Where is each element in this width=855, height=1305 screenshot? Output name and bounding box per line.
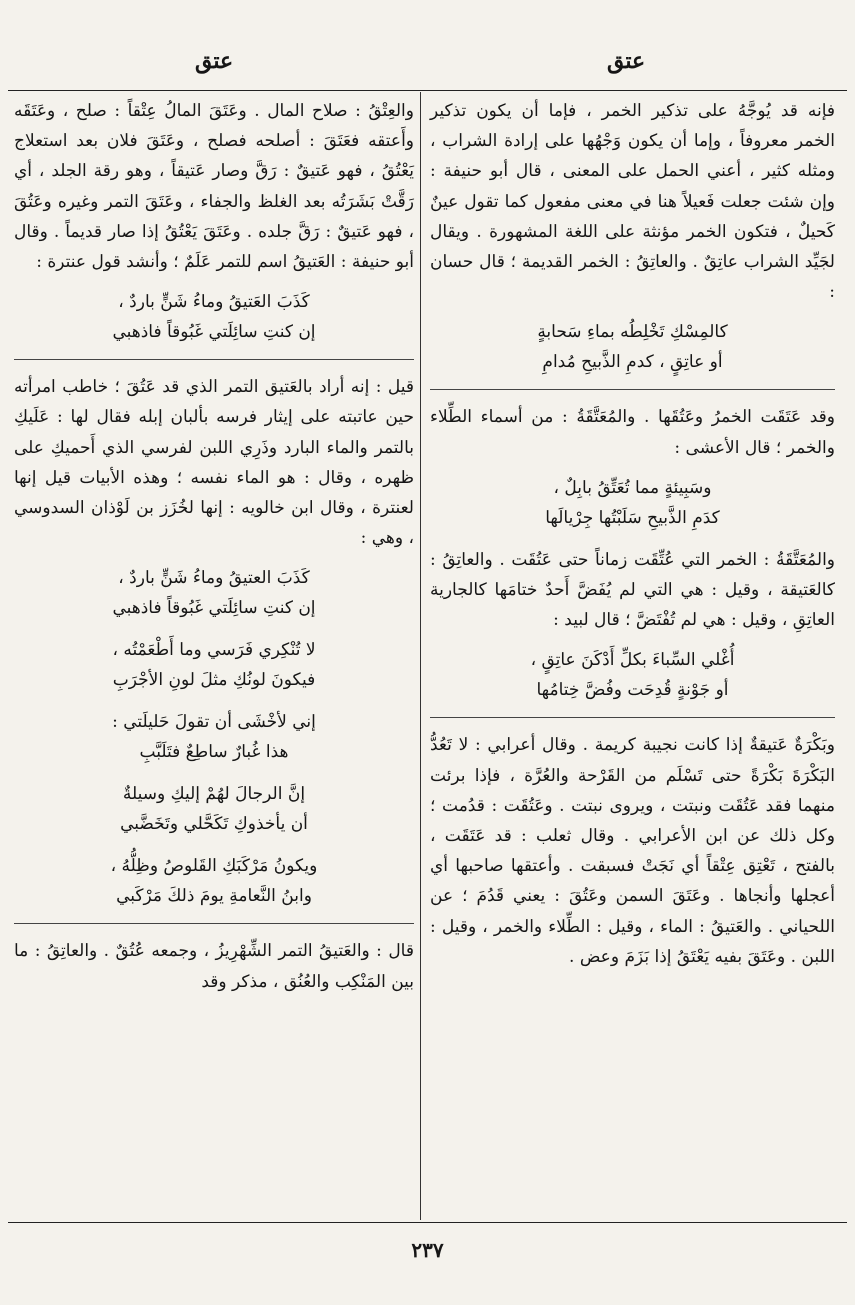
left-verse-6 (14, 851, 414, 911)
page-number: ٢٣٧ (411, 1238, 444, 1262)
footer-rule (8, 1222, 847, 1223)
left-verse-2 (14, 563, 414, 623)
section-separator (430, 717, 835, 718)
verse-line: إن كنتِ سائِلَتي غَبُوقاً فاذهبي (112, 598, 316, 619)
left-verse-4 (14, 707, 414, 767)
verse-line: إني لأخْشَى أن تقولَ حَليلَتي : (112, 712, 316, 733)
verse-line: كَذَبَ العتيقُ وماءُ شَنٍّ باردٌ ، (118, 568, 310, 589)
right-paragraph-3: والمُعَتَّقَةُ : الخمر التي عُتِّقَت زماناً حتى عَتُقَت . والعاتِقُ : كالعَتيقة ، وقيل : هي التي لم يُفَضَّ أَحدٌ ختامَها كالجارية العاتِقِ ، وقيل : هي لم تُفْتَضَّ ؛ قال لبيد : (430, 549, 835, 631)
right-paragraph-1: فإنه قد يُوجَّهُ على تذكير الخمر ، فإما أن يكون تذكير الخمر معروفاً ، وإما أن يكون وَجْهُها على إرادة الشراب ، ومثله كثير ، أعني الحمل على المعنى ، قال أبو حنيفة : وإن شئت جعلت فَعيلاً هنا في معنى مفعول كما تقول عينٌ كَحيلٌ ، فتكون الخمر مؤنثة على اللغة المشهورة . ويقال لجَيِّد الشراب عاتِقٌ . والعاتِقُ : الخمر القديمة ؛ قال حسان : (430, 101, 835, 303)
right-column (430, 96, 835, 972)
verse-line: ويكونُ مَرْكَبَكِ القَلوصُ وظِلُّهُ ، (110, 856, 318, 877)
header-word-left: عتق (195, 48, 234, 74)
right-paragraph-4: وبَكْرَةٌ عَتيقةٌ إذا كانت نجيبة كريمة . وقال أعرابي : لا تَعُدُّ البَكْرَةَ بَكْرَةً حتى تَسْلَم من القَرْحة والعُرَّة ، فإذا برئت منهما فقد عَتُقَت ونبتت ، ويروى نبتت . وعَتُقَت : قدُمت ؛ وكل ذلك عن ابن الأعرابي . وقال ثعلب : قد عَتَقَت ، بالفتح ، تَعْتِق عِتْقاً أي نَجَتْ فسبقت . وأعتقها صاحبها أي أعجلها وأنجاها . وعَتَقَ السمن وعَتُقَ : يعني قَدُمَ ؛ عن اللحياني . والعَتيقُ : الماء ، وقيل : الطِّلاء والخمر ، وقيل : اللبن . وعَتَقَ بفيه يَعْتَقُ إذا بَزَمَ وعض . (430, 735, 835, 967)
verse-line: إن كنتِ سائِلَتي غَبُوقاً فاذهبي (112, 322, 316, 343)
header-word-right: عتق (607, 48, 646, 74)
left-paragraph-1: والعِتْقُ : صلاح المال . وعَتَقَ المالُ عِتْقاً : صلح ، وعَتَقَه وأَعتقه فعَتَقَ : أصلحه فصلح ، وعَتَقَ فلان بعد استعلاج يَعْتُقُ ، فهو عَتيقٌ : رَقَّ وصار عَتيقاً ، وهو رقة الجلد ، أي رَقَّتْ بَشَرَتُه بعد الغلظ والجفاء ، وعَتَقَ التمر وغيره وعَتُقَ ، فهو عَتيقٌ : رَقَّ جلده . وعَتَقَ يَعْتُقُ إذا صار قديماً . وقال أبو حنيفة : العَتيقُ اسم للتمر عَلَمٌ ؛ وأنشد قول عنترة : (14, 101, 414, 273)
verse-line: كدَمِ الذَّبيحِ سَلَبْتُها جِرْيالَها (545, 507, 720, 528)
left-column (14, 96, 414, 997)
section-separator (14, 923, 414, 924)
verse-line: كَذَبَ العَتيقُ وماءُ شَنٍّ باردٌ ، (118, 292, 310, 313)
header-rule (8, 90, 847, 91)
verse-line: أو عاتِقٍ ، كدمِ الذَّبيحِ مُدامِ (542, 352, 723, 373)
verse-line: أُغْلي السِّباءَ بكلِّ أَدْكَنَ عاتِقٍ ، (530, 650, 735, 671)
verse-line: وابنُ النَّعامةِ يومَ ذلكَ مَرْكَبي (116, 886, 312, 907)
column-divider (420, 92, 421, 1220)
verse-line: أو جَوْنةٍ قُدِحَت وفُضَّ خِتامُها (536, 680, 729, 701)
right-verse-2 (430, 473, 835, 533)
section-separator (14, 359, 414, 360)
verse-line: فيكونَ لونُكِ مثلَ لونِ الأجْرَبِ (112, 670, 316, 691)
verse-line: وسَبِيئةٍ مما تُعَتِّقُ بابِلٌ ، (553, 477, 712, 498)
left-verse-1 (14, 287, 414, 347)
left-paragraph-2: قيل : إنه أراد بالعَتيق التمر الذي قد عَتُقَ ؛ خاطب امرأته حين عاتبته على إيثار فرسه بألبان إبله فقال لها : عَلَيكِ بالتمر والماء البارد وذَرِي اللبن لفرسي الذي أَحميكِ على ظهره ، وقال : هو الماء نفسه ؛ وهذه الأبيات قيل إنها لعنترة ، وقال ابن خالويه : إنها لخُزَز بن لَوْذان السدوسي ، وهي : (14, 377, 414, 549)
verse-line: أن يأخذوكِ تَكَحَّلي وتَخَضَّبي (120, 814, 308, 835)
section-separator (430, 389, 835, 390)
verse-line: هذا غُبارٌ ساطِعٌ فتَلَبَّبِ (139, 742, 289, 763)
verse-line: لا تُنْكِري فَرَسي وما أَطْعَمْتُه ، (112, 640, 316, 661)
right-paragraph-2: وقد عَتَقَت الخمرُ وعَتُقَها . والمُعَتَّقَةُ : من أسماء الطِّلاء والخمر ؛ قال الأعشى : (430, 407, 835, 458)
left-verse-5 (14, 779, 414, 839)
verse-line: كالمِسْكِ تَخْلِطُه بماءِ سَحابةٍ (537, 322, 728, 343)
right-verse-3 (430, 645, 835, 705)
verse-line: إنَّ الرجالَ لهُمْ إليكِ وسيلةٌ (122, 784, 306, 805)
left-paragraph-3: قال : والعَتيقُ التمر الشِّهْرِيزُ ، وجمعه عُتُقٌ . والعاتِقُ : ما بين المَنْكِب والعُنُق ، مذكر وقد (14, 941, 414, 992)
left-verse-3 (14, 635, 414, 695)
right-verse-1 (430, 317, 835, 377)
